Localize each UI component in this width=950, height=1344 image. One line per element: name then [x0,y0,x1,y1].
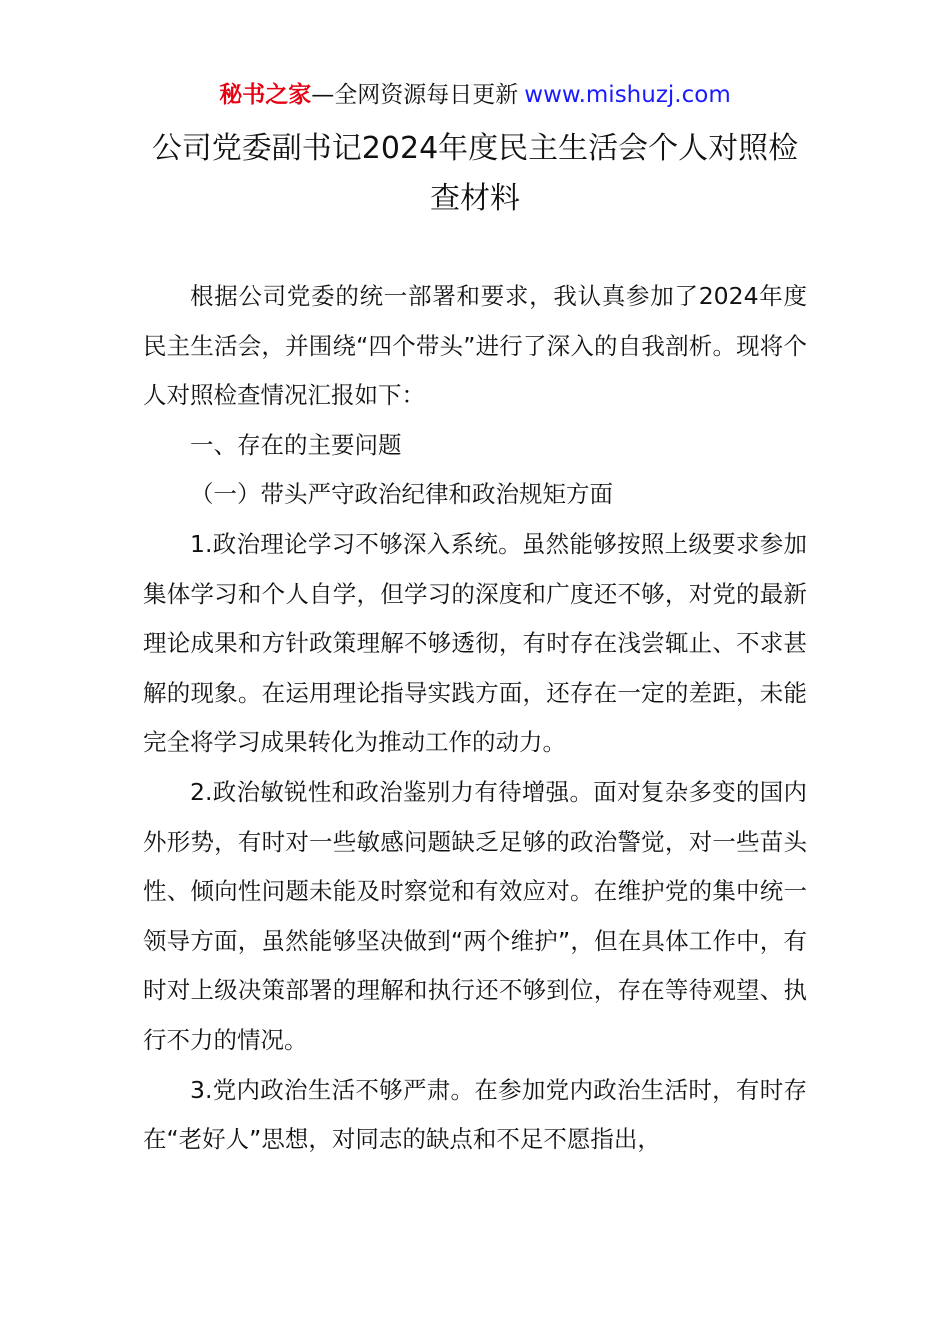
body-paragraph: 2.政治敏锐性和政治鉴别力有待增强。面对复杂多变的国内外形势，有时对一些敏感问题缺乏足够的政治警觉，对一些苗头性、倾向性问题未能及时察觉和有效应对。在维护党的集中统一领导方面，虽然能够坚决做到“两个维护”，但在具体工作中，有时对上级决策部署的理解和执行还不够到位，存在等待观望、执行不力的情况。 [143,777,807,1054]
document-body [143,272,807,1165]
body-paragraph: 1.政治理论学习不够深入系统。虽然能够按照上级要求参加集体学习和个人自学，但学习的深度和广度还不够，对党的最新理论成果和方针政策理解不够透彻，有时存在浅尝辄止、不求甚解的现象。在运用理论指导实践方面，还存在一定的差距，未能完全将学习成果转化为推动工作的动力。 [143,529,807,757]
intro-paragraph: 根据公司党委的统一部署和要求，我认真参加了2024年度民主生活会，并围绕“四个带头”进行了深入的自我剖析。现将个人对照检查情况汇报如下： [143,282,807,410]
subsection-heading: （一）带头严守政治纪律和政治规矩方面 [190,480,613,509]
brand-name: 秘书之家 [219,82,312,108]
header-tagline: —全网资源每日更新 [311,82,519,108]
site-url-link[interactable]: www.mishuzj.com [524,82,731,108]
site-header [0,78,950,112]
document-title: 公司党委副书记2024年度民主生活会个人对照检查材料 [151,131,799,216]
section-heading: 一、存在的主要问题 [190,430,402,459]
body-paragraph: 3.党内政治生活不够严肃。在参加党内政治生活时，有时存在“老好人”思想，对同志的缺点和不足不愿指出， [143,1075,807,1154]
